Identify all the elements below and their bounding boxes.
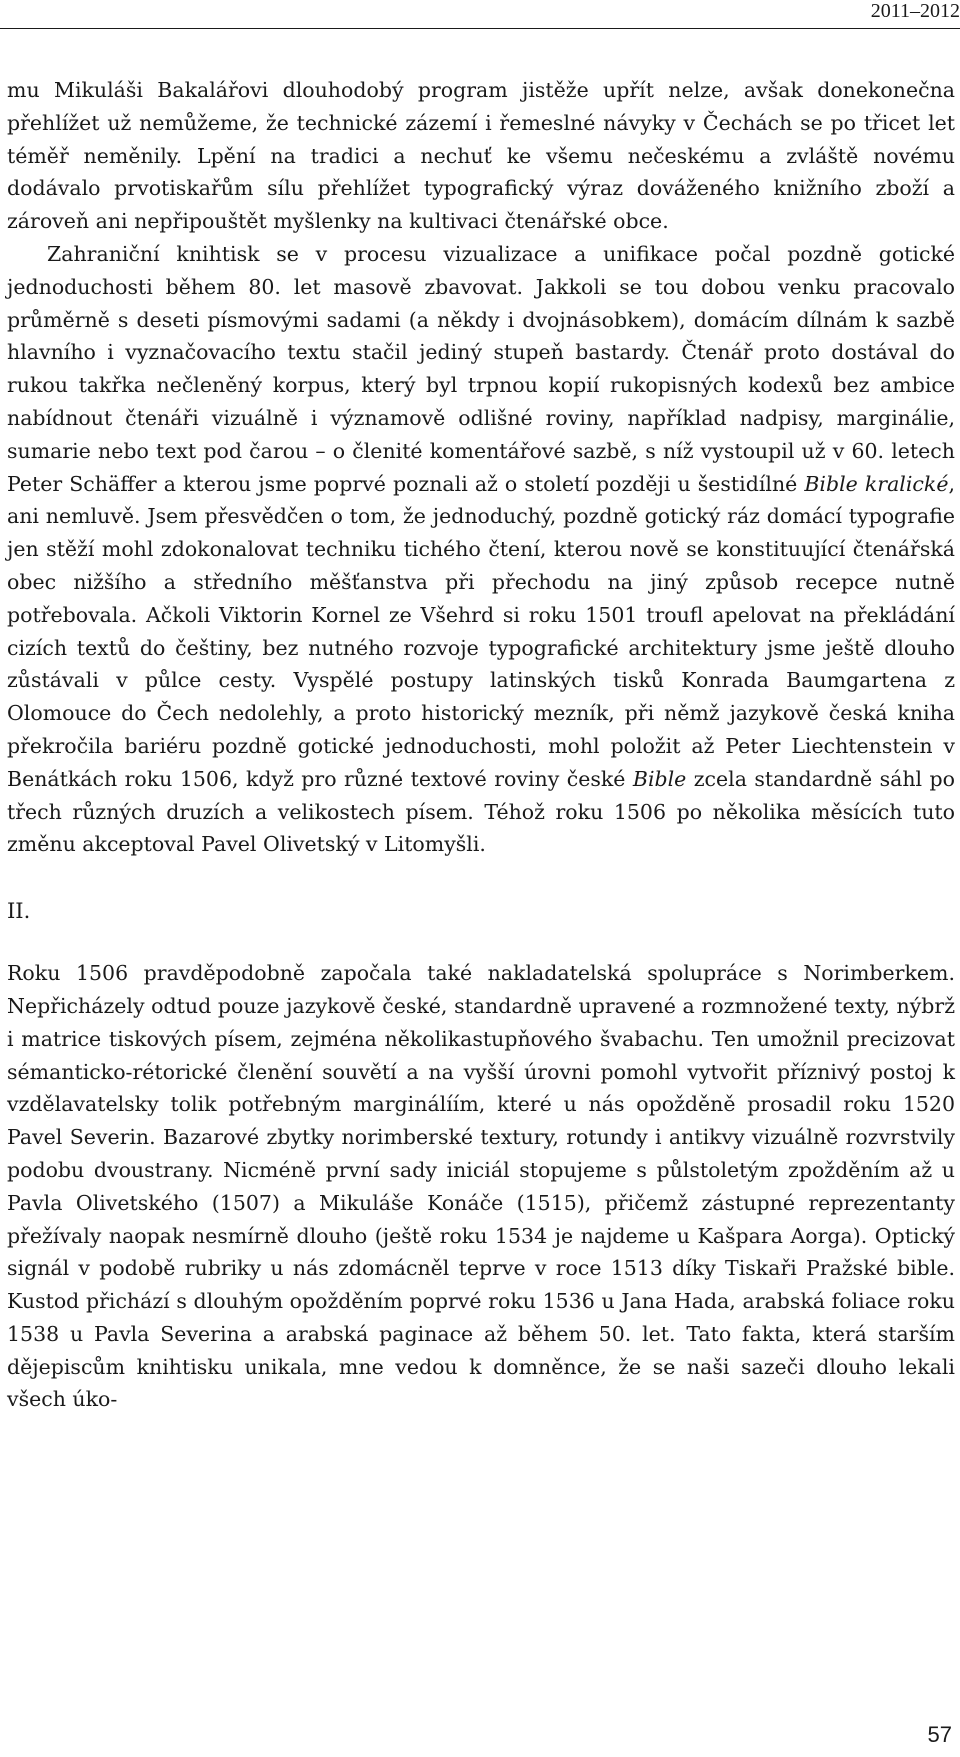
running-header: 2011–2012 xyxy=(870,0,960,22)
italic-title-bible: Bible xyxy=(632,766,687,791)
paragraph-2 xyxy=(7,238,955,861)
section-heading: II. xyxy=(7,899,31,924)
paragraph-3: Roku 1506 pravděpodobně započala také nakladatelská spolupráce s Norimberkem. Nepřicházely odtud pouze jazykově české, standardně upravené a rozmnožené texty, nýbrž i matrice tiskových písem, zejména několikastupňového švabachu. Ten umožnil precizovat sémanticko-rétorické členění souvětí a na vyšší úrovni pomohl vytvořit příznivý postoj k vzdělavatelsky tolik potřebným marginálíím, které u nás opožděně prosadil roku 1520 Pavel Severin. Bazarové zbytky norimberské textury, rotundy i antikvy vizuálně rozvrstvily podobu dvoustrany. Nicméně první sady iniciál stopujeme s půlstoletým zpožděním až u Pavla Olivetského (1507) a Mikuláše Konáče (1515), přičemž zástupné reprezentanty přežívaly naopak nesmírně dlouho (ještě roku 1534 je najdeme u Kašpara Aorga). Optický signál v podobě rubriky u nás zdomácněl teprve v roce 1513 díky Tiskaři Pražské bible. Kustod přichází s dlouhým opožděním poprvé roku 1536 u Jana Hada, arabská foliace roku 1538 u Pavla Severina a arabská paginace až během 50. let. Tato fakta, která starším dějepiscům knihtisku unikala, mne vedou k domněnce, že se naši sazeči dlouho lekali všech úko- xyxy=(7,961,955,1412)
paragraph-2-text-a: Zahraniční knihtisk se v procesu vizualizace a unifikace počal pozdně gotické jednoduchosti během 80. let masově zbavovat. Jakkoli se tou dobou venku pracovalo průměrně s deseti písmovými sadami (a někdy i dvojnásobkem), domácím dílnám k sazbě hlavního i vyznačovacího textu stačil jediný stupeň bastardy. Čtenář proto dostával do rukou takřka nečleněný korpus, který byl trpnou kopií rukopisných kodexů bez ambice nabídnout čtenáři vizuálně i významově odlišné roviny, například nadpisy, marginálie, sumarie nebo text pod čarou – o členité komentářové sazbě, s níž vystoupil už v 60. letech Peter Schäffer a kterou jsme poprvé poznali až o století později u šestidílné xyxy=(7,241,955,496)
paragraph-2-text-b: , ani nemluvě. Jsem přesvědčen o tom, že jednoduchý, pozdně gotický ráz domácí typografie jen stěží mohl zdokonalovat techniku tichého čtení, kterou nově se konstituující čtenářská obec nižšího a středního měšťanstva při přechodu na jiný způsob recepce nutně potřebovala. Ačkoli Viktorin Kornel ze Všehrd si roku 1501 troufl apelovat na překládání cizích textů do češtiny, bez nutného rozvoje typografické architektury jsme ještě dlouho zůstávali v půlce cesty. Vyspělé postupy latinských tisků Konrada Baumgartena z Olomouce do Čech nedolehly, a proto historický mezník, při němž jazykově česká kniha překročila bariéru pozdně gotické jednoduchosti, mohl položit až Peter Liechtenstein v Benátkách roku 1506, když pro různé textové roviny české xyxy=(7,471,955,791)
header-rule xyxy=(0,28,960,29)
body-text xyxy=(7,74,955,1416)
page-number: 57 xyxy=(927,1722,952,1747)
paragraph-2-text-c: zcela standardně sáhl po třech různých druzích a velikostech písem. Téhož roku 1506 po několika měsících tuto změnu akceptoval Pavel Olivetský v Litomyšli. xyxy=(7,766,955,857)
italic-title-bible-kralicke: Bible kralické xyxy=(804,471,949,496)
paragraph-1: mu Mikuláši Bakalářovi dlouhodobý program jistěže upřít nelze, avšak donekonečna přehlížet už nemůžeme, že technické zázemí i řemeslné návyky v Čechách se po třicet let téměř neměnily. Lpění na tradici a nechuť ke všemu nečeskému a zvláště novému dodávalo prvotiskařům sílu přehlížet typografický výraz dováženého knižního zboží a zároveň ani nepřipouštět myšlenky na kultivaci čtenářské obce. xyxy=(7,78,955,234)
